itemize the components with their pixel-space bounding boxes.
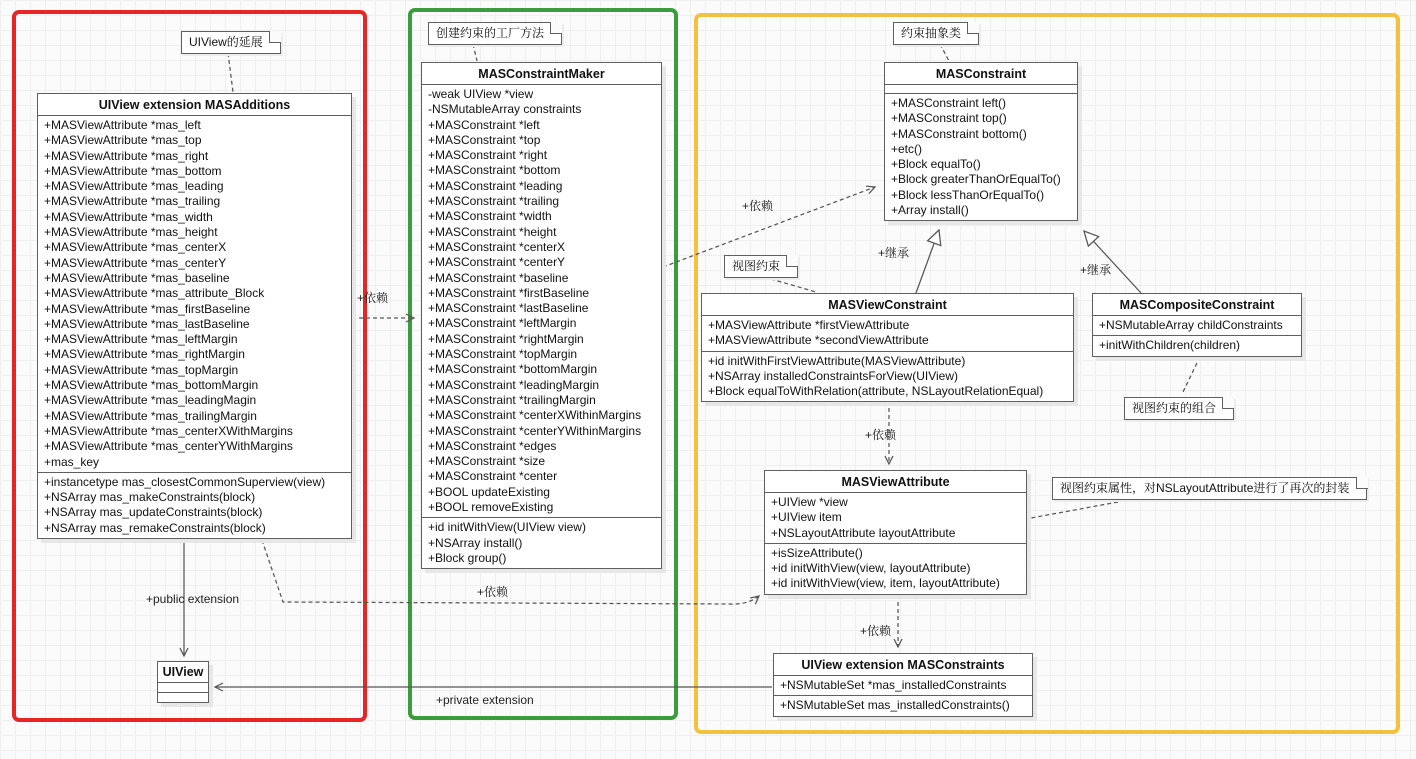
- member-row: +NSMutableSet mas_installedConstraints(): [780, 698, 1010, 713]
- member-row: +Block group(): [428, 550, 507, 565]
- note-fold-icon: [269, 31, 281, 43]
- member-row: +MASConstraint bottom(): [891, 126, 1027, 141]
- member-row: +etc(): [891, 141, 923, 156]
- member-row: +MASViewAttribute *mas_trailing: [44, 194, 221, 209]
- member-row: +MASConstraint *width: [428, 209, 552, 224]
- note-uiview-extension[interactable]: [181, 31, 281, 54]
- class-title: MASCompositeConstraint: [1093, 294, 1301, 316]
- member-row: +MASConstraint *height: [428, 224, 557, 239]
- member-row: +MASConstraint *left: [428, 117, 540, 132]
- member-row: -NSMutableArray constraints: [428, 102, 582, 117]
- member-row: +UIView *view: [771, 495, 848, 509]
- member-row: +MASConstraint *centerY: [428, 255, 566, 270]
- member-row: +MASViewAttribute *mas_lastBaseline: [44, 316, 250, 331]
- class-attributes: [774, 676, 1032, 695]
- member-row: +MASConstraint *topMargin: [428, 347, 578, 362]
- member-row: +MASViewAttribute *mas_left: [44, 118, 201, 132]
- class-uiview[interactable]: [157, 661, 209, 703]
- member-row: +MASConstraint *leftMargin: [428, 316, 577, 331]
- member-row: +MASViewAttribute *mas_centerYWithMargins: [44, 439, 293, 454]
- member-row: +MASConstraint *trailingMargin: [428, 392, 596, 407]
- member-row: +MASConstraint *leadingMargin: [428, 377, 600, 392]
- member-row: +MASViewAttribute *mas_trailingMargin: [44, 408, 257, 423]
- member-row: +id initWithView(UIView view): [428, 520, 586, 535]
- member-row: +Block equalTo(): [891, 157, 981, 172]
- member-row: +MASConstraint *lastBaseline: [428, 301, 589, 316]
- member-row: +Array install(): [891, 203, 969, 218]
- member-row: +MASConstraint *bottom: [428, 163, 561, 178]
- member-row: +MASViewAttribute *mas_width: [44, 209, 213, 224]
- note-fold-icon: [786, 255, 798, 267]
- note-text: 视图约束属性，对NSLayoutAttribute进行了再次的封装: [1060, 481, 1350, 495]
- class-methods: [422, 517, 661, 568]
- member-row: +MASConstraint *trailing: [428, 194, 560, 209]
- member-row: +NSArray install(): [428, 535, 523, 550]
- class-masconstraintmaker[interactable]: [421, 62, 662, 569]
- class-title: MASViewConstraint: [702, 294, 1073, 316]
- class-attributes: [702, 316, 1073, 351]
- member-row: +MASViewAttribute *firstViewAttribute: [708, 318, 910, 332]
- member-row: +Block equalToWithRelation(attribute, NSLayoutRelationEqual): [708, 384, 1044, 399]
- member-row: -weak UIView *view: [428, 87, 534, 101]
- note-fold-icon: [550, 22, 562, 34]
- member-row: +initWithChildren(children): [1099, 338, 1241, 353]
- class-attributes: [1093, 316, 1301, 335]
- member-row: +MASViewAttribute *mas_leading: [44, 179, 224, 194]
- note-view-constraint[interactable]: [724, 255, 798, 278]
- class-title: MASViewAttribute: [765, 471, 1026, 493]
- member-row: +MASConstraint left(): [891, 96, 1007, 110]
- member-row: +MASViewAttribute *mas_centerXWithMargins: [44, 423, 293, 438]
- member-row: +MASConstraint *size: [428, 454, 546, 469]
- member-row: +MASConstraint *centerX: [428, 239, 566, 254]
- note-view-attribute[interactable]: [1052, 477, 1367, 500]
- note-text: 视图约束: [732, 259, 781, 273]
- note-abstract-constraint[interactable]: [893, 22, 979, 45]
- note-composite-constraint[interactable]: [1124, 397, 1234, 420]
- note-factory-method[interactable]: [428, 22, 562, 45]
- member-row: +NSLayoutAttribute layoutAttribute: [771, 525, 956, 540]
- member-row: +NSArray mas_remakeConstraints(block): [44, 520, 266, 535]
- edge-label-private-extension: +private extension: [436, 693, 534, 707]
- class-attributes: [38, 116, 351, 472]
- class-methods: [885, 93, 1077, 220]
- member-row: +MASConstraint *centerYWithinMargins: [428, 423, 642, 438]
- member-row: +MASConstraint *edges: [428, 438, 557, 453]
- member-row: +instancetype mas_closestCommonSuperview(view): [44, 474, 326, 489]
- member-row: +NSArray mas_updateConstraints(block): [44, 505, 263, 520]
- note-text: 视图约束的组合: [1132, 401, 1217, 415]
- class-methods: [774, 695, 1032, 715]
- member-row: +MASConstraint *right: [428, 148, 548, 163]
- class-title: MASConstraint: [885, 63, 1077, 85]
- class-methods: [765, 543, 1026, 594]
- member-row: +id initWithView(view, item, layoutAttribute): [771, 576, 1000, 591]
- empty-compartment: [158, 692, 208, 702]
- member-row: +NSArray mas_makeConstraints(block): [44, 490, 256, 505]
- member-row: +NSMutableArray childConstraints: [1099, 318, 1283, 332]
- member-row: +MASViewAttribute *secondViewAttribute: [708, 333, 929, 348]
- note-fold-icon: [967, 22, 979, 34]
- member-row: +NSArray installedConstraintsForView(UIView): [708, 368, 958, 383]
- edge-label-dependency: +依赖: [860, 624, 892, 638]
- member-row: +NSMutableSet *mas_installedConstraints: [780, 678, 1007, 692]
- note-text: 约束抽象类: [901, 26, 962, 40]
- note-fold-icon: [1222, 397, 1234, 409]
- class-methods: [1093, 335, 1301, 355]
- member-row: +MASConstraint *leading: [428, 178, 563, 193]
- member-row: +BOOL updateExisting: [428, 484, 550, 499]
- class-methods: [702, 351, 1073, 402]
- class-masviewattribute[interactable]: [764, 470, 1027, 595]
- member-row: +MASViewAttribute *mas_centerY: [44, 255, 227, 270]
- member-row: +MASViewAttribute *mas_attribute_Block: [44, 286, 265, 301]
- class-attributes: [885, 85, 1077, 93]
- member-row: +MASConstraint *center: [428, 469, 558, 484]
- note-fold-icon: [1356, 477, 1368, 489]
- member-row: +BOOL removeExisting: [428, 500, 554, 515]
- class-masviewconstraint[interactable]: [701, 293, 1074, 402]
- class-uiview-extension-masconstraints[interactable]: [773, 653, 1033, 717]
- edge-label-dependency: +依赖: [742, 199, 774, 213]
- member-row: +UIView item: [771, 510, 842, 525]
- member-row: +MASViewAttribute *mas_baseline: [44, 270, 230, 285]
- member-row: +MASConstraint *firstBaseline: [428, 285, 590, 300]
- class-uiview-extension-masadditions[interactable]: [37, 93, 352, 539]
- class-methods: [38, 472, 351, 538]
- member-row: +MASViewAttribute *mas_leadingMagin: [44, 393, 257, 408]
- member-row: +MASViewAttribute *mas_bottom: [44, 163, 222, 178]
- edge-label-dependency: +依赖: [477, 585, 509, 599]
- member-row: +MASViewAttribute *mas_height: [44, 225, 218, 240]
- class-title: UIView extension MASAdditions: [38, 94, 351, 116]
- note-text: UIView的延展: [189, 35, 263, 49]
- member-row: +MASConstraint *baseline: [428, 270, 569, 285]
- class-title: MASConstraintMaker: [422, 63, 661, 85]
- member-row: +MASConstraint top(): [891, 111, 1007, 126]
- member-row: +MASViewAttribute *mas_centerX: [44, 240, 227, 255]
- class-masconstraint[interactable]: [884, 62, 1078, 221]
- member-row: +MASViewAttribute *mas_leftMargin: [44, 332, 238, 347]
- empty-compartment: [158, 682, 208, 692]
- member-row: +MASConstraint *centerXWithinMargins: [428, 408, 642, 423]
- member-row: +MASViewAttribute *mas_rightMargin: [44, 347, 245, 362]
- class-attributes: [422, 85, 661, 517]
- member-row: +MASConstraint *rightMargin: [428, 331, 584, 346]
- member-row: +MASViewAttribute *mas_firstBaseline: [44, 301, 251, 316]
- member-row: +MASViewAttribute *mas_top: [44, 133, 202, 148]
- edge-label-inheritance: +继承: [1080, 263, 1112, 277]
- member-row: +MASConstraint *top: [428, 132, 541, 147]
- class-attributes: [765, 493, 1026, 543]
- note-text: 创建约束的工厂方法: [436, 26, 545, 40]
- member-row: +id initWithView(view, layoutAttribute): [771, 561, 971, 576]
- edge-label-public-extension: +public extension: [146, 592, 240, 606]
- member-row: +Block greaterThanOrEqualTo(): [891, 172, 1061, 187]
- member-row: +MASConstraint *bottomMargin: [428, 362, 598, 377]
- member-row: +MASViewAttribute *mas_right: [44, 148, 209, 163]
- member-row: +isSizeAttribute(): [771, 545, 863, 560]
- class-title: UIView: [162, 665, 204, 679]
- class-title: UIView extension MASConstraints: [774, 654, 1032, 676]
- member-row: +mas_key: [44, 454, 100, 469]
- class-mascompositeconstraint[interactable]: [1092, 293, 1302, 357]
- edge-label-inheritance: +继承: [878, 246, 910, 260]
- member-row: +MASViewAttribute *mas_topMargin: [44, 362, 239, 377]
- member-row: +Block lessThanOrEqualTo(): [891, 187, 1045, 202]
- member-row: +id initWithFirstViewAttribute(MASViewAttribute): [708, 353, 966, 368]
- member-row: +MASViewAttribute *mas_bottomMargin: [44, 378, 259, 393]
- edge-label-dependency: +依赖: [357, 291, 389, 305]
- edge-label-dependency: +依赖: [865, 428, 897, 442]
